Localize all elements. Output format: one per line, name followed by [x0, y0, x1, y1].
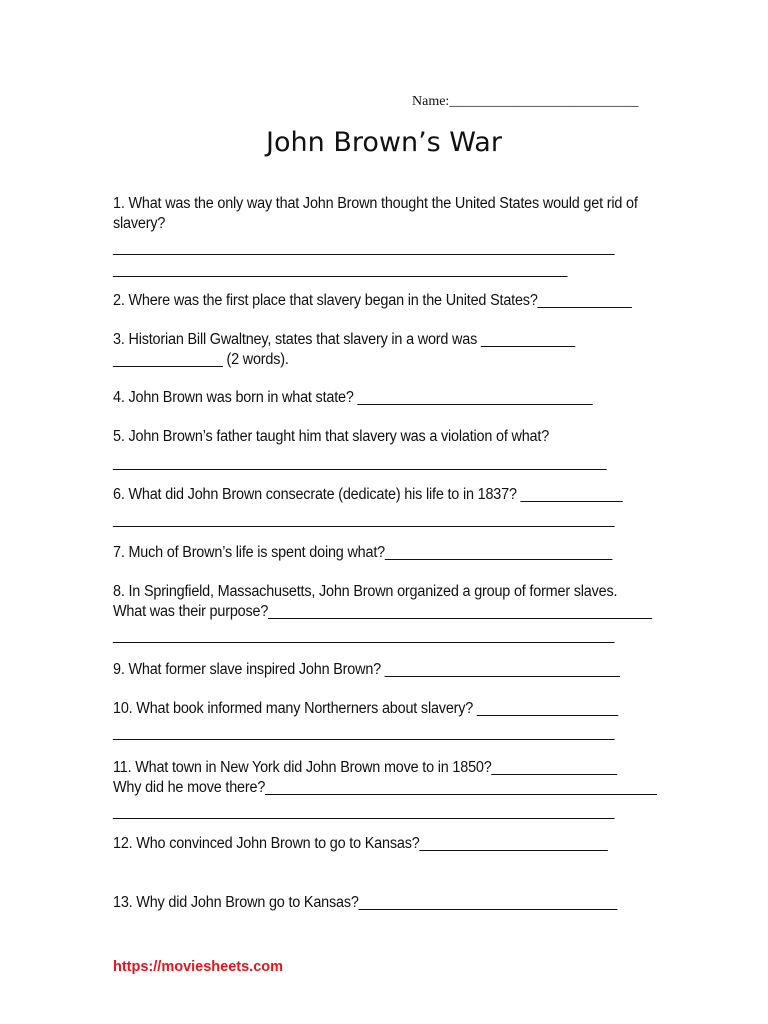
question-text-line: 13. Why did John Brown go to Kansas?_________________________________: [113, 894, 618, 911]
name-field[interactable]: Name:___________________________: [412, 94, 639, 109]
question-text-line: ______________ (2 words).: [113, 351, 289, 368]
question-text-line: 11. What town in New York did John Brown move to in 1850?________________: [113, 759, 617, 776]
answer-blank-line[interactable]: ________________________________________________________________: [113, 803, 615, 820]
question-text-line: 5. John Brown’s father taught him that slavery was a violation of what?: [113, 428, 550, 445]
page-title: John Brown’s War: [266, 127, 502, 158]
question-text-line: slavery?: [113, 215, 166, 232]
question-text-line: 3. Historian Bill Gwaltney, states that slavery in a word was ____________: [113, 331, 575, 348]
question-text-line: 6. What did John Brown consecrate (dedicate) his life to in 1837? _____________: [113, 486, 623, 503]
question-text-line: 9. What former slave inspired John Brown? ______________________________: [113, 661, 620, 678]
answer-blank-line[interactable]: ________________________________________________________________: [113, 511, 615, 528]
footer-url[interactable]: https://moviesheets.com: [113, 959, 284, 975]
question-text-line: 12. Who convinced John Brown to go to Kansas?________________________: [113, 835, 608, 852]
question-text-line: 4. John Brown was born in what state? ______________________________: [113, 389, 593, 406]
answer-blank-line[interactable]: _______________________________________________________________: [113, 454, 607, 471]
question-text-line: 7. Much of Brown’s life is spent doing what?_____________________________: [113, 544, 613, 561]
question-text-line: 2. Where was the first place that slavery began in the United States?____________: [113, 292, 632, 309]
question-text-line: What was their purpose?_________________________________________________: [113, 603, 652, 620]
answer-blank-line[interactable]: ________________________________________________________________: [113, 239, 615, 256]
answer-blank-line[interactable]: ________________________________________________________________: [113, 627, 615, 644]
question-text-line: 10. What book informed many Northerners about slavery? __________________: [113, 700, 618, 717]
answer-blank-line[interactable]: __________________________________________________________: [113, 261, 568, 278]
question-text-line: Why did he move there?__________________________________________________: [113, 779, 657, 796]
answer-blank-line[interactable]: ________________________________________________________________: [113, 724, 615, 741]
question-text-line: 1. What was the only way that John Brown thought the United States would get rid of: [113, 195, 638, 212]
question-text-line: 8. In Springfield, Massachusetts, John Brown organized a group of former slaves.: [113, 583, 618, 600]
